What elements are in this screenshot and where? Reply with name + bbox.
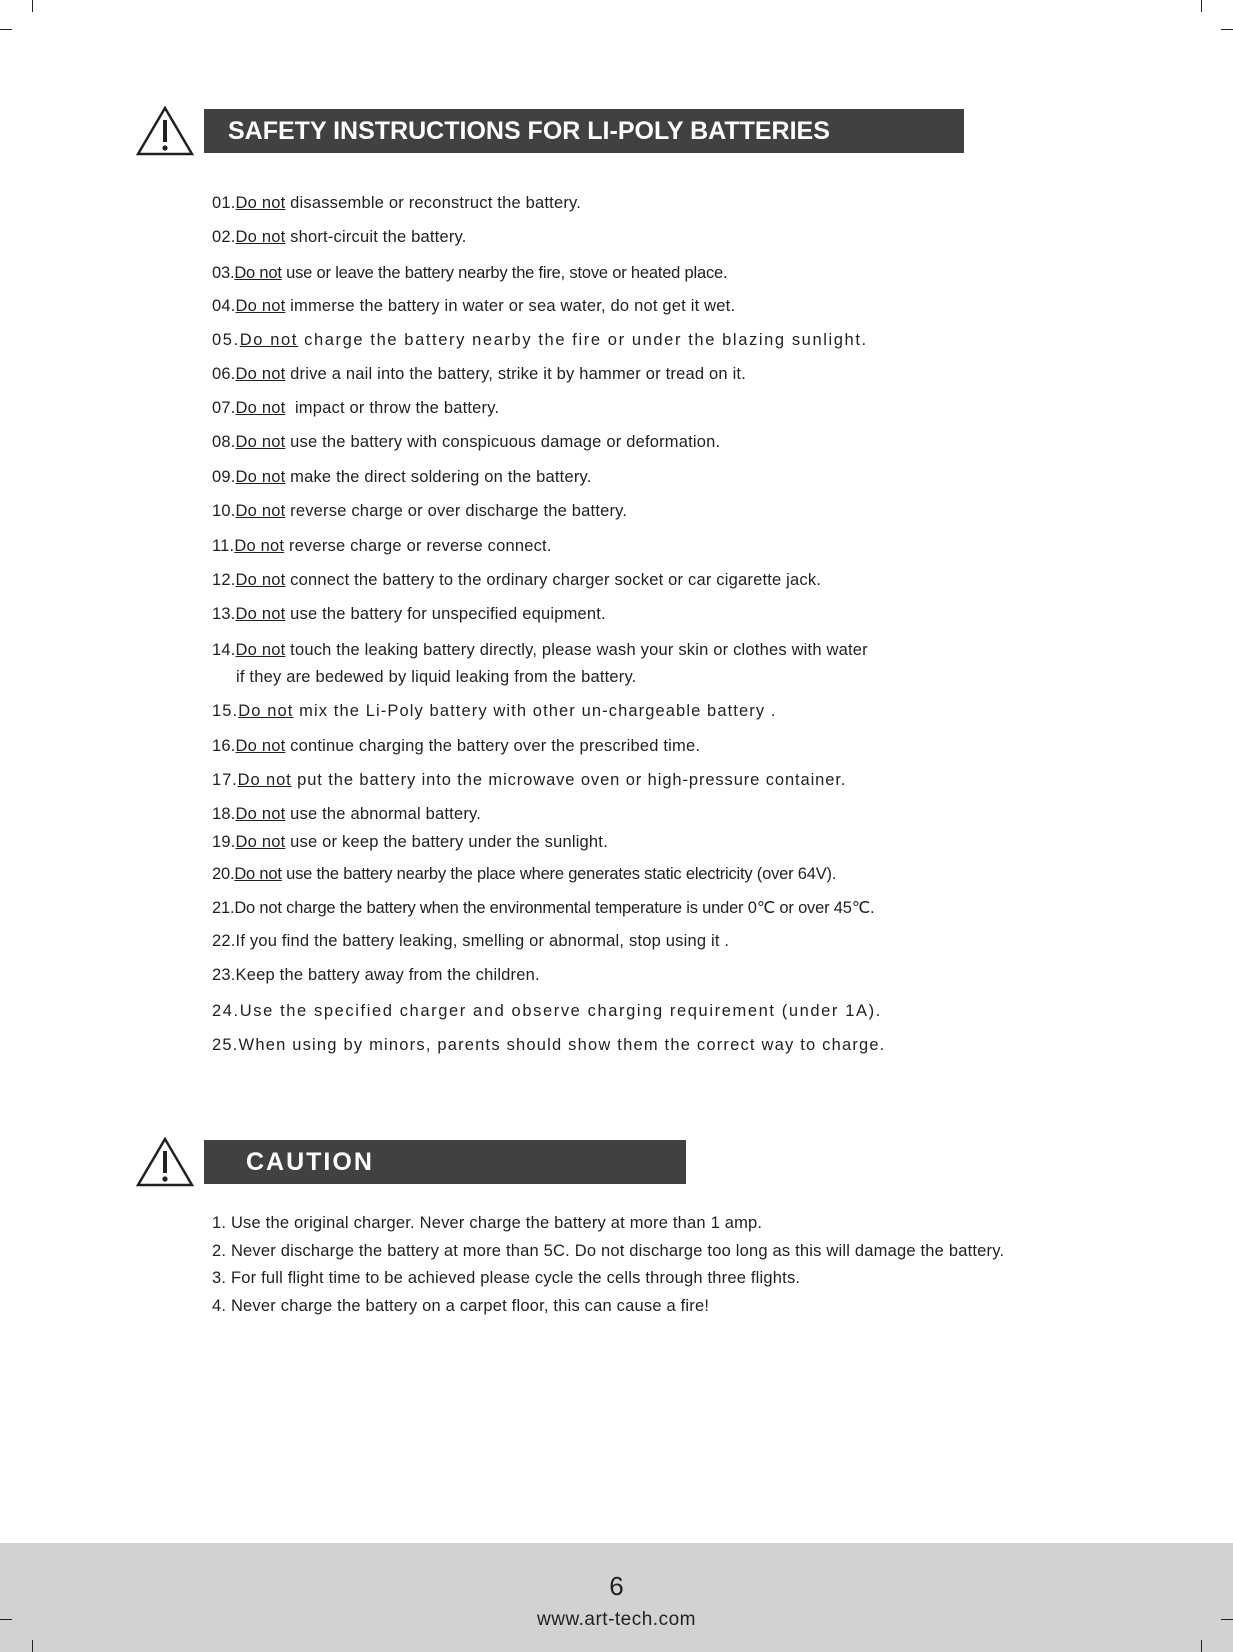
list-item: 01.Do not disassemble or reconstruct the battery. bbox=[212, 194, 582, 212]
list-item: 2. Never discharge the battery at more than 5C. Do not discharge too long as this will damage the battery. bbox=[212, 1242, 1005, 1260]
safety-title: SAFETY INSTRUCTIONS FOR LI-POLY BATTERIES bbox=[204, 109, 964, 153]
list-item: 3. For full flight time to be achieved please cycle the cells through three flights. bbox=[212, 1269, 801, 1287]
list-item: 15.Do not mix the Li-Poly battery with other un-chargeable battery . bbox=[212, 702, 777, 720]
list-item: 17.Do not put the battery into the microwave oven or high-pressure container. bbox=[212, 771, 847, 789]
list-item: 03.Do not use or leave the battery nearby the fire, stove or heated place. bbox=[212, 264, 728, 282]
list-item: 12.Do not connect the battery to the ordinary charger socket or car cigarette jack. bbox=[212, 571, 822, 589]
list-item: 21.Do not charge the battery when the environmental temperature is under 0℃ or over 45℃. bbox=[212, 899, 875, 917]
list-item: 11.Do not reverse charge or reverse connect. bbox=[212, 537, 552, 555]
list-item: 23.Keep the battery away from the children. bbox=[212, 966, 540, 984]
list-item: 14.Do not touch the leaking battery directly, please wash your skin or clothes with water bbox=[212, 641, 868, 659]
crop-mark bbox=[0, 29, 12, 30]
page-number: 6 bbox=[609, 1571, 624, 1601]
list-item: 19.Do not use or keep the battery under the sunlight. bbox=[212, 833, 608, 851]
crop-mark bbox=[0, 1619, 12, 1620]
list-item: 05.Do not charge the battery nearby the fire or under the blazing sunlight. bbox=[212, 331, 868, 349]
warning-icon bbox=[136, 106, 194, 156]
crop-mark bbox=[1201, 1640, 1202, 1652]
crop-mark bbox=[32, 0, 33, 12]
list-item: 10.Do not reverse charge or over discharge the battery. bbox=[212, 502, 628, 520]
crop-mark bbox=[32, 1640, 33, 1652]
list-item: 13.Do not use the battery for unspecified equipment. bbox=[212, 605, 606, 623]
page-footer bbox=[0, 1543, 1233, 1652]
list-item: 09.Do not make the direct soldering on the battery. bbox=[212, 468, 592, 486]
list-item: 06.Do not drive a nail into the battery, strike it by hammer or tread on it. bbox=[212, 365, 746, 383]
list-item: 20.Do not use the battery nearby the place where generates static electricity (over 64V). bbox=[212, 865, 837, 883]
list-item: 24.Use the specified charger and observe charging requirement (under 1A). bbox=[212, 1002, 882, 1020]
crop-mark bbox=[1221, 1619, 1233, 1620]
list-item: 1. Use the original charger. Never charge the battery at more than 1 amp. bbox=[212, 1214, 763, 1232]
list-item: 22.If you find the battery leaking, smelling or abnormal, stop using it . bbox=[212, 932, 730, 950]
list-item: 4. Never charge the battery on a carpet floor, this can cause a fire! bbox=[212, 1297, 710, 1315]
caution-header bbox=[136, 1137, 686, 1187]
safety-header bbox=[136, 106, 964, 156]
crop-mark bbox=[1221, 29, 1233, 30]
website-link: www.art-tech.com bbox=[537, 1609, 696, 1630]
list-item: 18.Do not use the abnormal battery. bbox=[212, 805, 482, 823]
list-item: 07.Do not impact or throw the battery. bbox=[212, 399, 500, 417]
list-item: 02.Do not short-circuit the battery. bbox=[212, 228, 467, 246]
caution-title: CAUTION bbox=[204, 1140, 686, 1184]
list-item: 25.When using by minors, parents should show them the correct way to charge. bbox=[212, 1036, 886, 1054]
warning-icon bbox=[136, 1137, 194, 1187]
list-item: 04.Do not immerse the battery in water or sea water, do not get it wet. bbox=[212, 297, 736, 315]
list-item: 16.Do not continue charging the battery over the prescribed time. bbox=[212, 737, 701, 755]
list-item-continuation: if they are bedewed by liquid leaking from the battery. bbox=[236, 668, 637, 686]
crop-mark bbox=[1201, 0, 1202, 12]
list-item: 08.Do not use the battery with conspicuous damage or deformation. bbox=[212, 433, 721, 451]
